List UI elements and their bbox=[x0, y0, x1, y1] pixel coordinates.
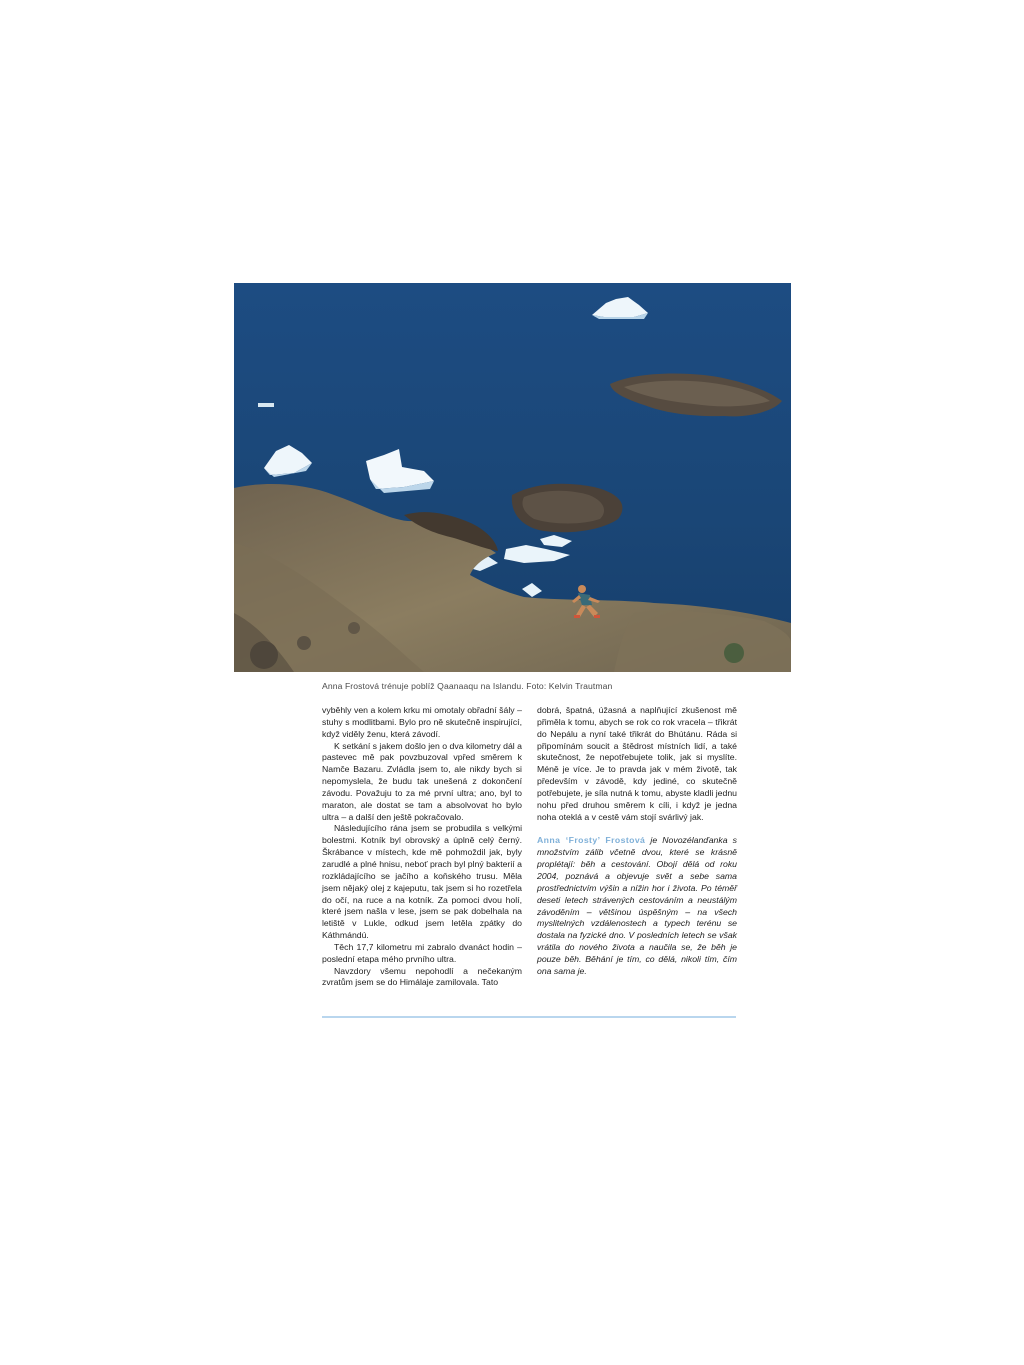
paragraph: K setkání s jakem došlo jen o dva kilometry dál a pastevec mě pak povzbuzoval vpřed směrem k Namče Bazaru. Zvládla jsem to, ale nikdy bych si nepomyslela, že budu tak unešená z dokončení závodu. Považuju to za mé první ultra; ano, byl to maraton, ale dostat se tam a absolvovat ho bylo ultra – a další den ještě pokračovalo. bbox=[322, 740, 522, 822]
author-bio bbox=[537, 835, 737, 977]
author-bio-text: je Novozélanďanka s množstvím zálib včetně dvou, které se krásně proplétají: běh a cestování. Obojí dělá od roku 2004, poznává a objevuje svět a sebe sama prostřednictvím výšin a nížin hor i života. Po téměř deseti letech strávených cestováním a neustálým závoděním – většinou úspěšným – na všech myslitelných vzdálenostech a typech terénu se dostala na fyzické dno. V posledních letech se však vrátila do nového života a naučila se, že běh je pouze běh. Běhání je tím, co dělá, nikoli tím, čím ona sama je. bbox=[537, 835, 737, 976]
author-name: Anna ‘Frosty’ Frostová bbox=[537, 835, 646, 846]
bottom-rule-divider bbox=[322, 1016, 736, 1018]
paragraph: vyběhly ven a kolem krku mi omotaly obřadní šály – stuhy s modlitbami. Bylo pro ně skutečně inspirující, když viděly ženu, která závodí. bbox=[322, 705, 522, 739]
article-column-right bbox=[537, 705, 737, 978]
paragraph: Těch 17,7 kilometru mi zabralo dvanáct hodin – poslední etapa mého prvního ultra. bbox=[322, 941, 522, 964]
article-column-left bbox=[322, 705, 522, 989]
article-photo bbox=[234, 283, 791, 672]
photo-greenland-coast-runner bbox=[234, 283, 791, 672]
paragraph: dobrá, špatná, úžasná a naplňující zkušenost mě přiměla k tomu, abych se rok co rok vracela – třikrát do Nepálu a nyní také třikrát do Bhútánu. Ráda si připomínám soucit a štědrost místních lidí, a také skutečnost, že nepotřebujete tolik, jak si myslíte. Méně je více. Je to pravda jak v mém životě, tak především v závodě, kdy jediné, co skutečně potřebujete, je síla nutná k tomu, abyste kladli jednu nohu před druhou směrem k cíli, i když je jedna noha oteklá a v cestě vám stojí svárlivý jak. bbox=[537, 705, 737, 822]
photo-caption: Anna Frostová trénuje poblíž Qaanaaqu na Islandu. Foto: Kelvin Trautman bbox=[322, 681, 613, 691]
paragraph: Následujícího rána jsem se probudila s velkými bolestmi. Kotník byl obrovský a úplně celý černý. Škrábance v místech, kde mě pohmoždil jak, byly zarudlé a plné hnisu, neboť prach byl plný bakterií a rozkládajícího se jačího a koňského trusu. Měla jsem nějaký olej z kajeputu, tak jsem si ho rozetřela do očí, na ruce a na kotník. Za pomoci dvou holí, které jsem našla v lese, jsem se pak dobelhala na letiště v Lukle, odkud jsem letěla zpátky do Káthmándú. bbox=[322, 823, 522, 941]
paragraph: Navzdory všemu nepohodlí a nečekaným zvratům jsem se do Himálaje zamilovala. Tato bbox=[322, 965, 522, 988]
